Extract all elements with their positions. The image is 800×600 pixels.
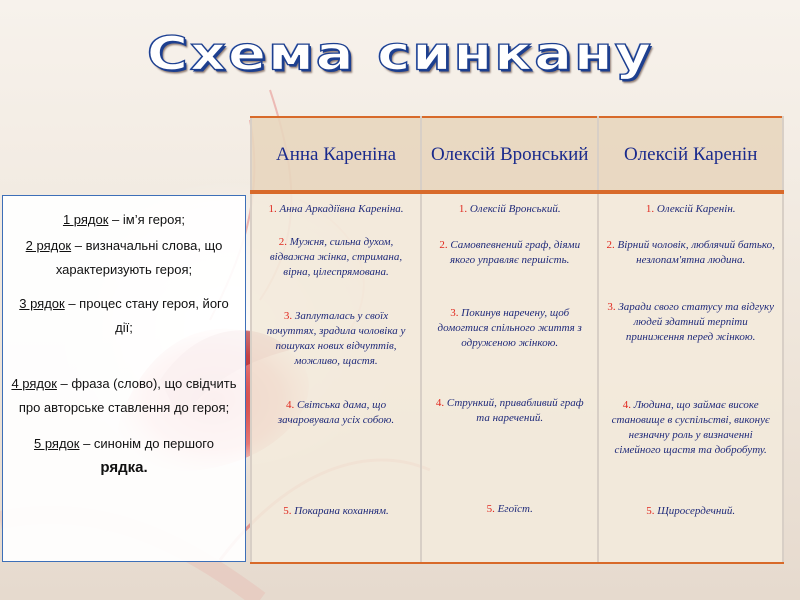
entry-number: 2. xyxy=(278,236,287,248)
entry-text: Заради свого статусу та відгуку людей здатний терпіти приниження перед жінкою. xyxy=(618,301,775,343)
entry-number: 5. xyxy=(486,503,495,515)
entry-number: 2. xyxy=(439,239,448,251)
entry-number: 3. xyxy=(283,310,293,322)
entry-text: Покинув наречену, щоб домогтися спільного життя з одруженою жінкою. xyxy=(437,307,582,349)
entry-number: 3. xyxy=(450,307,459,319)
entry-number: 4. xyxy=(622,399,631,411)
entry-text: Мужня, сильна духом, відважна жінка, стримана, вірна, цілеспрямована. xyxy=(269,236,403,278)
legend-row-2 xyxy=(9,234,239,282)
entry-5 xyxy=(428,502,591,517)
entry-3 xyxy=(258,309,414,369)
entry-number: 3. xyxy=(607,301,616,313)
entry-number: 1. xyxy=(645,203,655,215)
entry-number: 4. xyxy=(285,399,295,411)
legend-text: – визначальні слова, що характеризують героя; xyxy=(55,238,223,277)
column-karenin xyxy=(605,202,776,562)
entry-1 xyxy=(428,202,591,217)
page-title: Схема синкану xyxy=(146,27,654,82)
entry-text: Самовпевнений граф, діями якого управляє першість. xyxy=(450,239,581,266)
entry-text: Вірний чоловік, люблячий батько, незлопам'ятна людина. xyxy=(617,239,775,266)
legend-key: 1 рядок xyxy=(62,212,109,227)
entry-2 xyxy=(605,238,776,268)
entry-3 xyxy=(605,300,776,345)
entry-4 xyxy=(258,398,414,428)
table-cell-vronsky xyxy=(421,192,598,563)
entry-text: Заплуталась у своїх почуттях, зрадила чоловіка у пошуках нових відчуттів, можливо, щастя. xyxy=(266,310,406,367)
entry-text: Олексій Вронський. xyxy=(469,203,561,215)
entry-number: 2. xyxy=(606,239,615,251)
entry-text: Людина, що займає високе становище в суспільстві, виконує незначну роль у визначенні сімейного щастя та добробуту. xyxy=(611,399,770,456)
entry-5 xyxy=(258,504,414,519)
column-header-vronsky: Олексій Вронський xyxy=(421,117,598,192)
entry-2 xyxy=(258,235,414,280)
legend-text: – синонім до першого xyxy=(79,436,214,451)
legend-text: – фраза (слово), що свідчить про авторське ставлення до героя; xyxy=(18,376,237,415)
entry-number: 1. xyxy=(268,203,277,215)
table-cell-karenin xyxy=(598,192,783,563)
entry-text: Анна Аркадіївна Кареніна. xyxy=(279,203,404,215)
legend-key: 4 рядок xyxy=(11,376,57,391)
table-cell-anna xyxy=(251,192,421,563)
legend-key: 5 рядок xyxy=(34,436,80,451)
legend-row-3 xyxy=(9,292,239,340)
legend-text: – ім’я героя; xyxy=(108,212,186,227)
entry-text: Олексій Каренін. xyxy=(656,203,736,215)
legend-row-1 xyxy=(9,208,239,232)
cinquain-legend xyxy=(2,195,246,562)
entry-number: 5. xyxy=(646,505,655,517)
column-anna xyxy=(258,202,414,562)
entry-number: 4. xyxy=(435,397,445,409)
cinquain-table xyxy=(250,116,784,564)
legend-key: 3 рядок xyxy=(19,296,65,311)
entry-text: Світська дама, що зачаровувала усіх собою. xyxy=(277,399,395,426)
entry-1 xyxy=(605,202,776,217)
entry-3 xyxy=(428,306,591,351)
entry-4 xyxy=(605,398,776,458)
legend-tail: рядка. xyxy=(100,459,148,476)
legend-row-5 xyxy=(9,432,239,480)
legend-row-4 xyxy=(9,372,239,420)
entry-number: 1. xyxy=(458,203,468,215)
legend-text: – процес стану героя, його дії; xyxy=(64,296,229,335)
column-header-anna: Анна Кареніна xyxy=(251,117,421,192)
column-vronsky xyxy=(428,202,591,562)
entry-5 xyxy=(605,504,776,519)
entry-number: 5. xyxy=(283,505,292,517)
entry-2 xyxy=(428,238,591,268)
entry-text: Егоїст. xyxy=(497,503,533,515)
entry-4 xyxy=(428,396,591,426)
entry-text: Стрункий, привабливий граф та наречений. xyxy=(446,397,584,424)
legend-key: 2 рядок xyxy=(25,238,72,253)
entry-text: Щиросердечний. xyxy=(657,505,736,517)
entry-1 xyxy=(258,202,414,217)
column-header-karenin: Олексій Каренін xyxy=(598,117,783,192)
entry-text: Покарана коханням. xyxy=(294,505,389,517)
